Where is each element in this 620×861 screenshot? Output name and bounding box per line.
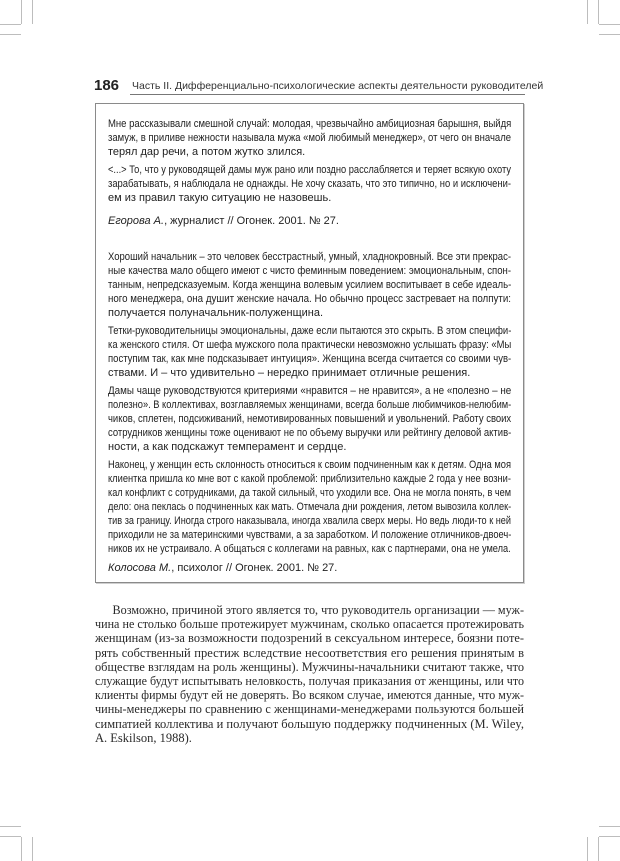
header-rule	[130, 94, 525, 95]
crop-mark	[0, 826, 21, 827]
text-line: приходили не за материнскими чувствами, а за заработком. И положение отличников-двоеч-	[108, 529, 512, 541]
citation-author: Колосова М.	[108, 562, 172, 574]
text-line: чина не столько больше протежирует мужчинам, сколько опасается протежировать	[95, 617, 524, 632]
crop-mark	[21, 837, 22, 861]
text-line: женщинам (из-за возможности подозрений в сексуальном интересе, боязни поте-	[95, 631, 524, 646]
text-line: зарабатывать, я наблюдала не однажды. Не хочу сказать, что это типично, но и исключени-	[108, 178, 511, 190]
text-line: Тетки-руководительницы эмоциональны, даже если пытаются это скрыть. В этом специфи-	[108, 325, 512, 337]
crop-mark	[32, 0, 33, 24]
quote-paragraph	[108, 163, 511, 205]
text-line: полезно». В коллективах, возглавляемых женщинами, всегда больше любимчиков-нелюбим-	[108, 399, 512, 411]
citation-source: , журналист // Огонек. 2001. № 27.	[164, 215, 339, 227]
quote-paragraph	[108, 324, 511, 380]
text-line: получается полуначальник-полуженщина.	[108, 307, 324, 319]
quote-group-1	[108, 117, 511, 205]
running-title: Часть II. Дифференциально-психологические аспекты деятельности руководителей	[132, 80, 544, 92]
page-number: 186	[94, 77, 120, 94]
crop-mark	[599, 826, 620, 827]
text-line: ка женского стиля. От шефа мужского пола практически невозможно услышать фразу: «Мы	[108, 339, 512, 351]
crop-mark	[598, 0, 599, 24]
text-line: дело: она пеклась о подчиненных как мать. Отмечала дни рождения, летом вывозила коллек-	[108, 501, 512, 513]
crop-mark	[0, 24, 21, 25]
crop-mark	[587, 837, 588, 861]
text-line: Хороший начальник – это человек бесстрастный, умный, хладнокровный. Все эти прекрас-	[108, 251, 511, 263]
text-line: Дамы чаще руководствуются критериями «нравится – не нравится», а не «полезно – не	[108, 385, 512, 397]
text-line: тив за границу. Иногда строго наказывала, иногда хвалила сверх меры. Но ведь люди-то к ней	[108, 515, 511, 527]
text-line: служащие будут испытывать неловкость, получая приказания от женщины, или что	[95, 673, 524, 688]
text-line: Мне рассказывали смешной случай: молодая, чрезвычайно амбициозная барышня, выйдя	[108, 118, 512, 130]
quote-group-2	[108, 250, 511, 556]
crop-mark	[21, 0, 22, 24]
text-line: обществе взглядам на роль женщины). Мужчины-начальники считают также, что	[95, 659, 525, 674]
text-line: клиентка пришла ко мне вот с какой проблемой: приблизительно каждые 2 года у нее возни-	[108, 473, 511, 485]
quote-paragraph	[108, 384, 511, 454]
text-line: клиенты фирмы будут ей не доверять. Во всяком случае, имеются данные, что муж-	[95, 688, 524, 703]
text-line: ников их не устраивало. А общаться с коллегами на равных, как с партнерами, она не умела.	[108, 543, 511, 555]
text-line: симпатией коллектива и получают большую поддержку подчиненных (M. Wiley,	[95, 716, 524, 731]
citation-author: Егорова А.	[108, 215, 165, 227]
text-line: Наконец, у женщин есть склонность относиться к своим подчиненным как к детям. Одна моя	[108, 459, 511, 471]
body-paragraph	[95, 603, 524, 745]
citation-2	[108, 562, 511, 574]
text-line: кал конфликт с сотрудниками, да такой сильный, что уходили все. Она не могла понять, в чем	[108, 487, 511, 499]
crop-mark	[0, 836, 21, 837]
text-line: Возможно, причиной этого является то, что руководитель организации — муж-	[112, 603, 525, 617]
text-line: ного менеджера, она душит женские начала. Но обычно процесс застревает на полпути:	[108, 293, 511, 305]
text-line: <...> То, что у руководящей дамы муж рано или поздно расслабляется и теряет всякую охоту	[108, 164, 511, 176]
text-line: сотрудников женщины тоже оценивают не по объему выручки или рейтингу деловой актив-	[108, 427, 512, 439]
crop-mark	[0, 34, 21, 35]
crop-mark	[599, 836, 620, 837]
text-line: поступим так, как мне подсказывает интуиция». Женщина всегда считается со своими чув-	[108, 353, 512, 365]
text-line: чины-менеджеры по сравнению с женщинами-менеджерами пользуются большей	[95, 702, 524, 717]
text-line: танным, непредсказуемым. Когда женщина волевым усилием воспитывает в себе идеаль-	[108, 279, 512, 291]
text-line: ные качества мало общего имеют с чисто феминным поведением: эмоциональным, спон-	[108, 265, 512, 277]
citation-source: , психолог // Огонек. 2001. № 27.	[171, 562, 338, 574]
text-line: A. Eskilson, 1988).	[95, 730, 192, 745]
text-line: рять собственный престиж вследствие несоответствия его решения принятым в	[95, 645, 524, 660]
crop-mark	[587, 0, 588, 24]
crop-mark	[599, 24, 620, 25]
text-line: ем из правил такую ситуацию не назовешь.	[108, 192, 332, 204]
crop-mark	[32, 837, 33, 861]
text-line: ности, а как подскажут темперамент и сердце.	[108, 441, 347, 453]
citation-1	[108, 215, 511, 227]
quote-paragraph	[108, 117, 511, 159]
quote-paragraph	[108, 458, 511, 556]
crop-mark	[599, 34, 620, 35]
text-line: ствами. И – что удивительно – нередко принимает отличные решения.	[108, 367, 471, 379]
text-line: замуж, в приливе нежности называла мужа «мой любимый менеджер», от чего он вначале	[108, 132, 512, 144]
quote-box	[95, 103, 524, 583]
quote-paragraph	[108, 250, 511, 320]
text-line: чиков, сплетен, подсиживаний, немотивированных повышений и увольнений. Работу своих	[108, 413, 512, 425]
text-line: терял дар речи, а потом жутко злился.	[108, 146, 306, 158]
crop-mark	[598, 837, 599, 861]
